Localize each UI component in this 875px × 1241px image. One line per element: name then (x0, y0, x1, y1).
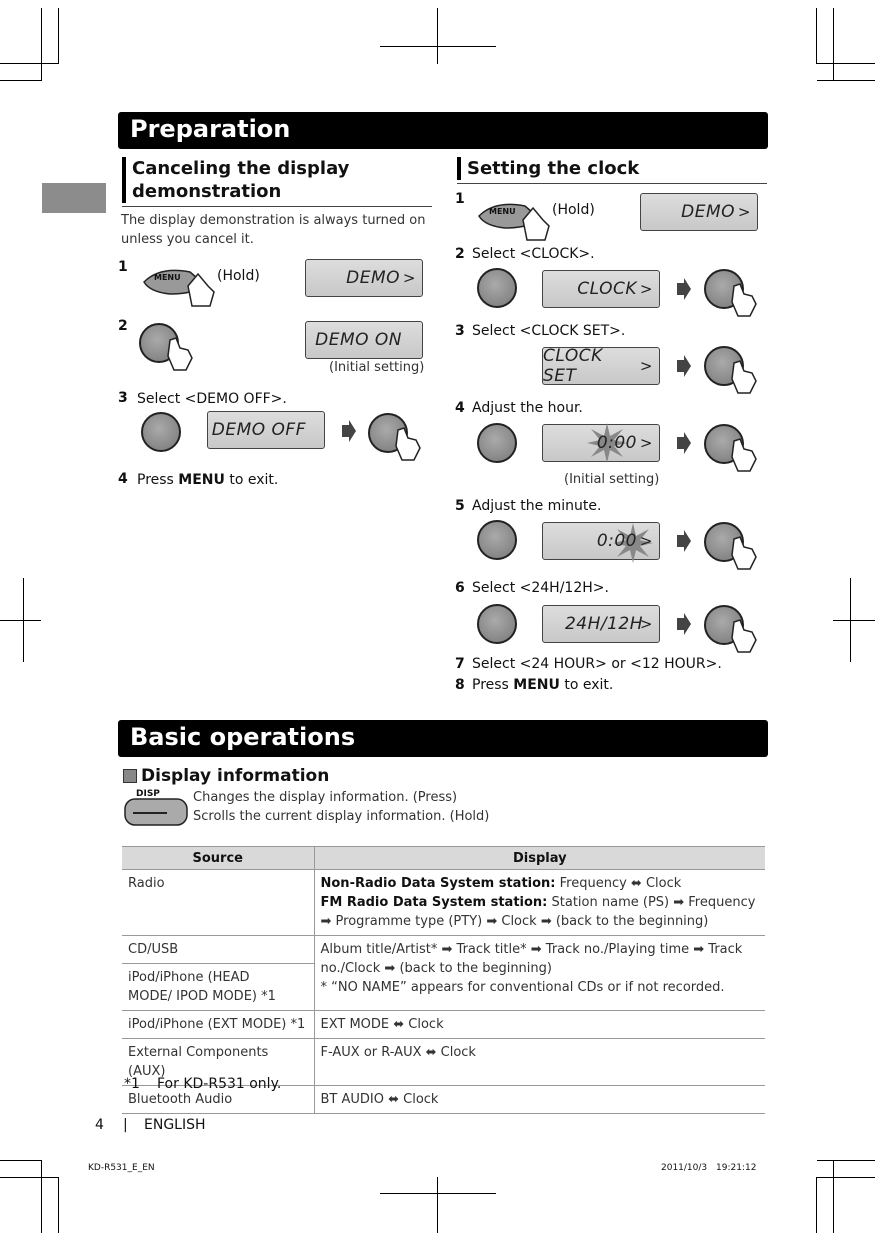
cancel-demo-heading: Canceling the display demonstration (122, 157, 432, 203)
lcd-clock-text: CLOCK (577, 279, 637, 299)
lcd-demo-off-text: DEMO OFF (211, 420, 306, 440)
cancel-step3-number: 3 (118, 390, 128, 406)
footnote-mark: *1 (124, 1076, 140, 1092)
clock-step3-number: 3 (455, 323, 465, 339)
hand-pointer-icon (394, 426, 422, 462)
lcd-24h (542, 605, 660, 643)
clock-step8-text: Press MENU to exit. (472, 677, 614, 693)
hand-pointer-icon (730, 359, 758, 395)
preparation-title: Preparation (130, 115, 291, 143)
clock-step2-text: Select <CLOCK>. (472, 246, 595, 262)
clock-step4-text: Adjust the hour. (472, 400, 583, 416)
clock-step3-text: Select <CLOCK SET>. (472, 323, 626, 339)
lcd-clock (542, 270, 660, 308)
table-header-row (122, 847, 765, 870)
clock-step4-number: 4 (455, 400, 465, 416)
clock-step5-text: Adjust the minute. (472, 498, 602, 514)
clock-step5-number: 5 (455, 498, 465, 514)
display-cell: Album title/Artist* ➡ Track title* ➡ Track no./Playing time ➡ Track no./Clock ➡ (back to the beginning) * “NO NAME” appears for conventional CDs or if not recorded. (314, 936, 765, 1011)
chevron-right-icon: > (639, 434, 653, 452)
source-cell: Radio (122, 870, 314, 936)
footer-separator: | (123, 1117, 128, 1133)
clock-heading: Setting the clock (457, 157, 767, 180)
rotate-knob[interactable] (477, 423, 517, 463)
lcd-hour (542, 424, 660, 462)
arrow-right-icon (342, 420, 356, 442)
arrow-right-icon (677, 355, 691, 377)
arrow-right-icon (677, 278, 691, 300)
cancel-step3-text: Select <DEMO OFF>. (137, 391, 287, 407)
basic-operations-header (118, 720, 768, 757)
disp-press-text: Changes the display information. (Press) (193, 790, 458, 805)
cancel-initial-setting: (Initial setting) (329, 360, 425, 375)
chevron-right-icon: > (402, 269, 416, 287)
hand-pointer-icon (730, 437, 758, 473)
rotate-knob[interactable] (477, 268, 517, 308)
clock-step1-number: 1 (455, 191, 465, 207)
clock-initial-setting: (Initial setting) (564, 472, 660, 487)
clock-step7-number: 7 (455, 656, 465, 672)
table-row (122, 870, 765, 936)
menu-label: MENU (154, 273, 181, 282)
lcd-demo (305, 259, 423, 297)
lcd-demo-on-text: DEMO ON (315, 330, 402, 350)
lcd-hour-text: 0:00 (596, 433, 637, 453)
footer-date: 2011/10/3 (661, 1163, 708, 1173)
clock-step2-number: 2 (455, 246, 465, 262)
chevron-right-icon: > (639, 357, 653, 375)
menu-press-icon (140, 262, 218, 308)
display-cell: Non-Radio Data System station: Frequency ⬌ Clock FM Radio Data System station: Station name (PS) ➡ Frequency ➡ Programme type (PTY) ➡ Clock ➡ (back to the beginning) (314, 870, 765, 936)
lcd-minute-text: 0:00 (596, 531, 637, 551)
clock-heading-rule (457, 183, 767, 184)
chevron-right-icon: > (639, 532, 653, 550)
display-cell: BT AUDIO ⬌ Clock (314, 1086, 765, 1114)
display-cell: EXT MODE ⬌ Clock (314, 1011, 765, 1039)
chevron-right-icon: > (737, 203, 751, 221)
lcd-demo-text: DEMO (346, 268, 400, 288)
arrow-right-icon (677, 613, 691, 635)
lcd-minute (542, 522, 660, 560)
source-cell: External Components (AUX) (122, 1039, 314, 1086)
cancel-step1-number: 1 (118, 259, 128, 275)
disp-hold-text: Scrolls the current display information. (Hold) (193, 809, 490, 824)
disp-label: DISP (136, 789, 160, 799)
source-cell: iPod/iPhone (EXT MODE) *1 (122, 1011, 314, 1039)
menu-press-icon (475, 196, 553, 242)
preparation-header (118, 112, 768, 149)
lcd-24h-text: 24H/12H (564, 614, 643, 634)
source-cell: Bluetooth Audio (122, 1086, 314, 1114)
chevron-right-icon: > (639, 280, 653, 298)
menu-label: MENU (489, 207, 516, 216)
hand-pointer-icon (730, 535, 758, 571)
side-tab (42, 183, 106, 213)
hand-pointer-icon (730, 618, 758, 654)
table-row (122, 936, 765, 1011)
lcd-clock-set-text: CLOCK SET (543, 346, 603, 386)
lcd-clock-set (542, 347, 660, 385)
source-cell: CD/USB iPod/iPhone (HEAD MODE/ IPOD MODE) *1 (122, 936, 314, 1011)
clock-step7-text: Select <24 HOUR> or <12 HOUR>. (472, 656, 722, 672)
cancel-step4-text: Press MENU to exit. (137, 472, 279, 488)
rotate-knob[interactable] (141, 412, 181, 452)
clock-hold-label: (Hold) (552, 202, 595, 218)
footer-language: ENGLISH (144, 1117, 206, 1133)
footer-time: 19:21:12 (716, 1163, 757, 1173)
clock-step6-text: Select <24H/12H>. (472, 580, 609, 596)
column-header-source: Source (122, 847, 314, 870)
clock-step6-number: 6 (455, 580, 465, 596)
square-bullet-icon (123, 769, 137, 783)
footnote-text: For KD-R531 only. (157, 1076, 282, 1092)
basic-operations-title: Basic operations (130, 723, 356, 751)
arrow-right-icon (677, 432, 691, 454)
disp-button[interactable] (123, 789, 191, 829)
cancel-heading-rule (122, 206, 432, 207)
cancel-step2-number: 2 (118, 318, 128, 334)
table-row (122, 1011, 765, 1039)
lcd-demo-off (207, 411, 325, 449)
cancel-desc-line2: unless you cancel it. (121, 232, 254, 247)
lcd-demo-on (305, 321, 423, 359)
column-header-display: Display (314, 847, 765, 870)
display-info-heading: Display information (141, 766, 330, 786)
cancel-hold-label: (Hold) (217, 268, 260, 284)
clock-step8-number: 8 (455, 677, 465, 693)
display-info-table (122, 846, 765, 1114)
hand-pointer-icon (730, 282, 758, 318)
page-number: 4 (95, 1117, 104, 1133)
lcd-demo (640, 193, 758, 231)
cancel-desc-line1: The display demonstration is always turned on (121, 213, 426, 228)
menu-button[interactable] (140, 262, 218, 308)
rotate-knob[interactable] (477, 520, 517, 560)
display-cell: F-AUX or R-AUX ⬌ Clock (314, 1039, 765, 1086)
footer-file: KD-R531_E_EN (88, 1163, 155, 1173)
rotate-knob[interactable] (477, 604, 517, 644)
chevron-right-icon: > (639, 615, 653, 633)
menu-button[interactable] (475, 196, 553, 242)
hand-pointer-icon (166, 336, 194, 372)
lcd-demo-text: DEMO (681, 202, 735, 222)
arrow-right-icon (677, 530, 691, 552)
cancel-step4-number: 4 (118, 471, 128, 487)
